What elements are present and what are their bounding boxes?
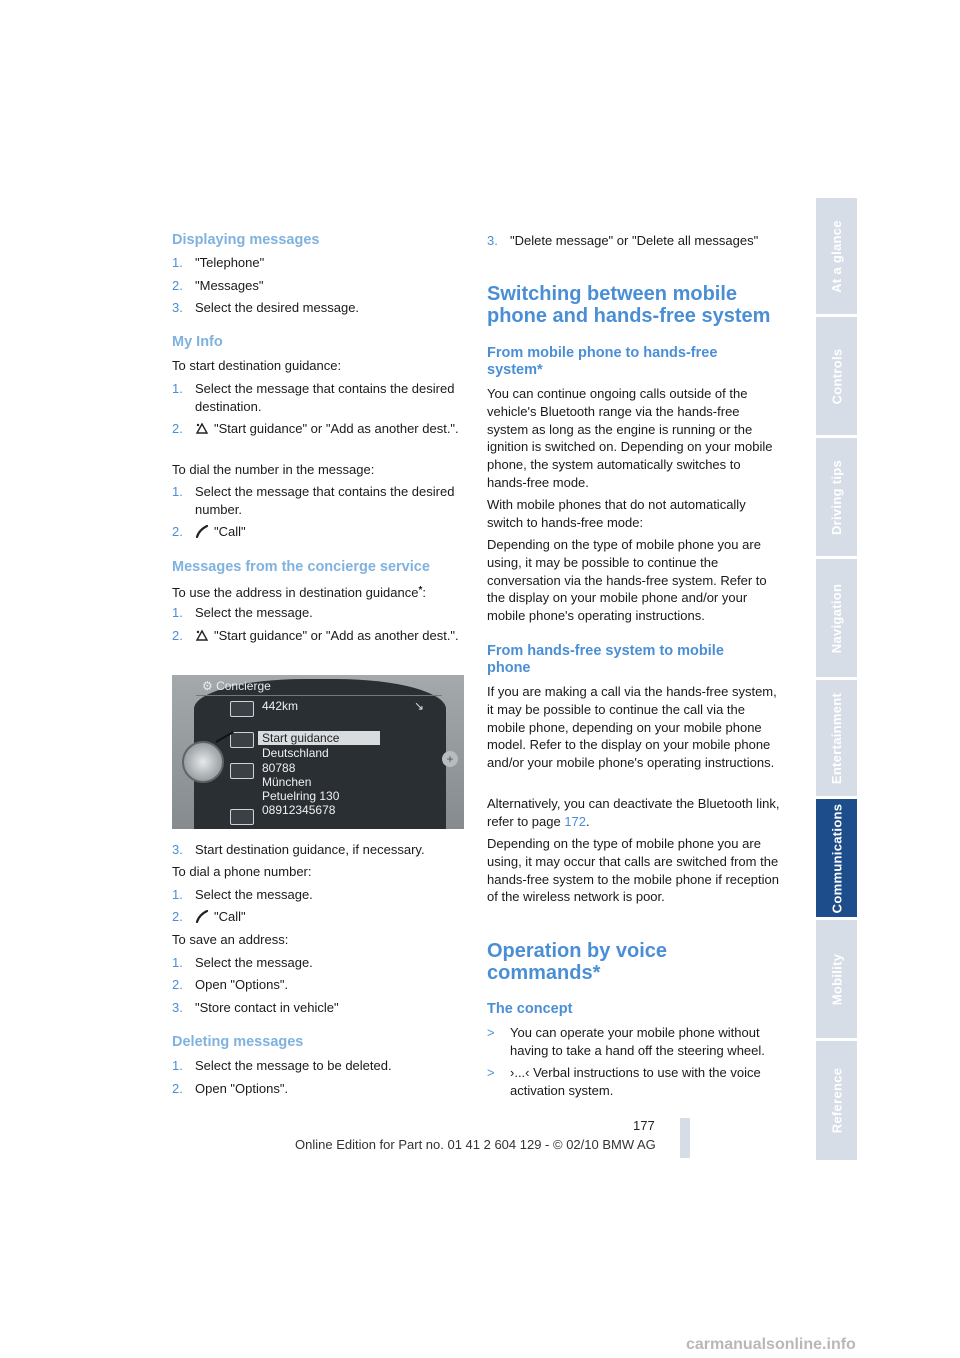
subheading-handsfree-to-mobile: From hands-free system to mobile phone (487, 643, 724, 676)
paragraph: To dial a phone number: (172, 864, 312, 879)
screen-button (230, 763, 254, 779)
plus-icon: + (442, 751, 458, 767)
tab-communications[interactable]: Communications (816, 799, 857, 917)
list-item: 1. Select the message. (172, 955, 313, 970)
page-number: 177 (633, 1118, 655, 1133)
list-item: 2. "Start guidance" or "Add as another dest.". (172, 628, 459, 643)
screen-button (230, 732, 254, 748)
tab-controls[interactable]: Controls (816, 317, 857, 435)
list-item: 1. "Telephone" (172, 255, 265, 270)
screen-row: 08912345678 (262, 803, 336, 817)
phone-icon (195, 525, 209, 538)
paragraph: Alternatively, you can deactivate the Bluetooth link, refer to page 172. (487, 796, 780, 829)
subheading-the-concept: The concept (487, 1001, 573, 1017)
heading-deleting-messages: Deleting messages (172, 1034, 304, 1050)
screen-row: München (262, 775, 312, 789)
screen-row: 442km (262, 699, 299, 713)
heading-voice-commands: Operation by voice commands* (487, 940, 668, 984)
page-link[interactable]: 172 (564, 813, 587, 829)
concierge-icon: ⚙ (202, 679, 217, 693)
paragraph: To save an address: (172, 932, 289, 947)
list-item: 1. Select the message to be deleted. (172, 1058, 392, 1073)
screen-row: 80788 (262, 761, 296, 775)
paragraph: With mobile phones that do not automatically switch to hands-free mode: (487, 497, 746, 530)
paragraph: If you are making a call via the hands-free system, it may be possible to continue the call via the mobile phone, depending on your mobile phone model. Refer to the display on your mobile phone and/or your mobile phone's operating instructions. (487, 684, 777, 771)
navigation-icon (195, 422, 209, 435)
list-item: 1. Select the message. (172, 605, 313, 620)
list-item: 2. "Start guidance" or "Add as another dest.". (172, 421, 459, 436)
heading-displaying-messages: Displaying messages (172, 232, 320, 248)
tab-reference[interactable]: Reference (816, 1041, 857, 1160)
paragraph: Depending on the type of mobile phone you are using, it may occur that calls are switched from the hands-free system to the mobile phone if reception of the wireless network is poor. (487, 836, 779, 905)
chapter-tabs (816, 198, 857, 1160)
list-item: 3. Start destination guidance, if necessary. (172, 842, 425, 857)
list-item: 3. Select the desired message. (172, 300, 360, 315)
list-item: > You can operate your mobile phone without having to take a hand off the steering wheel. (487, 1025, 765, 1058)
screen-row-selected: Start guidance (258, 731, 380, 745)
paragraph: To start destination guidance: (172, 358, 342, 373)
screen-button (230, 809, 254, 825)
controller-knob (182, 741, 224, 783)
paragraph: You can continue ongoing calls outside of the vehicle's Bluetooth range via the hands-free system as long as the engine is running or the ignition is switched on. Depending on your mobile phone, the system automatically switches to hands-free mode. (487, 386, 773, 490)
page-marker (680, 1118, 690, 1158)
list-item: 2. Open "Options". (172, 977, 289, 992)
tab-navigation[interactable]: Navigation (816, 559, 857, 677)
list-item: 3. "Store contact in vehicle" (172, 1000, 339, 1015)
heading-my-info: My Info (172, 334, 223, 350)
paragraph: To use the address in destination guidance*: (172, 585, 426, 600)
list-item: 1. Select the message that contains the desired number. (172, 484, 455, 517)
list-item: > ›...‹ Verbal instructions to use with the voice activation system. (487, 1065, 761, 1098)
list-item: 2. "Messages" (172, 278, 264, 293)
tab-mobility[interactable]: Mobility (816, 920, 857, 1038)
concierge-screenshot (172, 675, 464, 829)
list-item: 2. Open "Options". (172, 1081, 289, 1096)
phone-icon (195, 910, 209, 923)
list-item: 2. "Call" (172, 524, 246, 539)
paragraph: Depending on the type of mobile phone you are using, it may be possible to continue the conversation via the hands-free system. Refer to the display on your mobile phone and/or your mobile phone's operating instructions. (487, 537, 767, 624)
subheading-mobile-to-handsfree: From mobile phone to hands-free system* (487, 345, 718, 378)
navigation-icon (195, 629, 209, 642)
footer-text: Online Edition for Part no. 01 41 2 604 129 - © 02/10 BMW AG (295, 1137, 656, 1152)
arrow-icon: ↘ (414, 699, 425, 713)
heading-switching: Switching between mobile phone and hands-free system (487, 283, 771, 327)
watermark: carmanualsonline.info (686, 1336, 856, 1353)
screen-row: Deutschland (262, 746, 329, 760)
list-item: 1. Select the message. (172, 887, 313, 902)
tab-at-a-glance[interactable]: At a glance (816, 198, 857, 314)
screen-row: Petuelring 130 (262, 789, 340, 803)
list-item: 2. "Call" (172, 909, 246, 924)
paragraph: To dial the number in the message: (172, 462, 375, 477)
tab-driving-tips[interactable]: Driving tips (816, 438, 857, 556)
tab-entertainment[interactable]: Entertainment (816, 680, 857, 796)
screen-title: ⚙ Concierge (202, 679, 271, 693)
list-item: 3. "Delete message" or "Delete all messages" (487, 233, 759, 248)
list-item: 1. Select the message that contains the desired destination. (172, 381, 455, 414)
screen-button (230, 701, 254, 717)
heading-concierge: Messages from the concierge service (172, 559, 430, 575)
